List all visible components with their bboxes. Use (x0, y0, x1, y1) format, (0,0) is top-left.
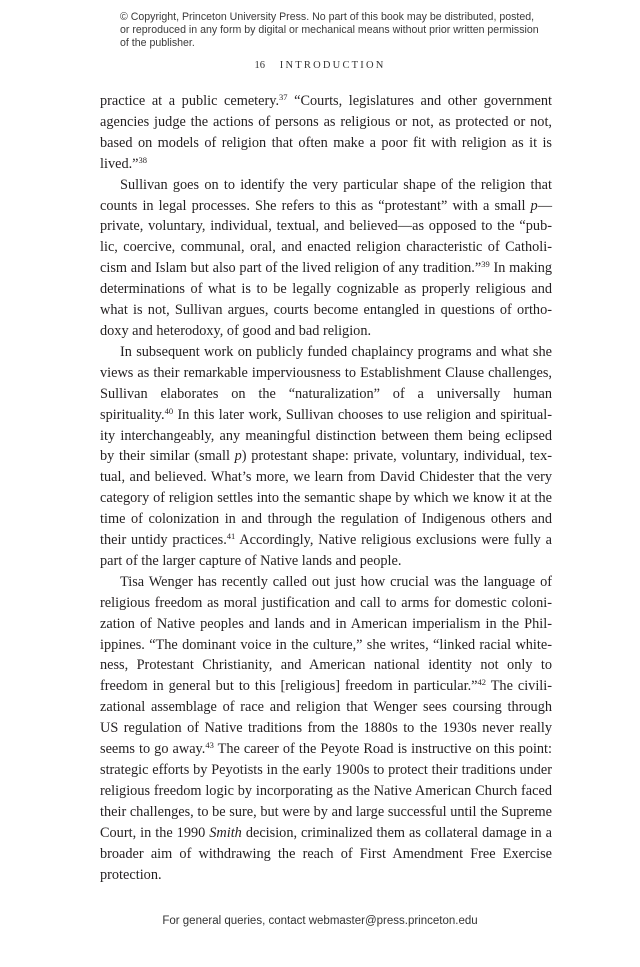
italic-text: p (234, 448, 242, 465)
footnote-ref: 39 (481, 259, 490, 270)
footnote-ref: 37 (279, 92, 288, 102)
italic-text: Smith (209, 824, 242, 841)
paragraph-2: Sullivan goes on to identify the very particular shape of the religion that counts in legal processes. She refers to this as “protestant” with a small p— private, voluntary, individual, textual, and believed—as opposed to the “public, coercive, communal, oral, and enacted religion characteristic of Catholicism and Islam but also part of the lived religion of any tradition.”$^{39}$ In making determinations of what is to be legally cognizable as properly religious and what is not, Sullivan argues, courts become entangled in questions of orthodoxy and heterodoxy, of good and bad religion. (100, 176, 552, 339)
footnote-ref: 38 (138, 154, 148, 165)
chapter-title: INTRODUCTION (279, 60, 386, 71)
italic-text: p (530, 197, 538, 214)
paragraph-1: practice at a public cemetery.$^{37}$ “Courts, legislatures and other government agencies judge the actions of persons as religious or not, as protected or not, based on models of religion that often make a poor fit with religion as it is lived.”$^{38}$ (100, 92, 552, 172)
running-head (0, 60, 640, 71)
body-text (100, 91, 552, 885)
paragraph-4: Tisa Wenger has recently called out just how crucial was the language of religious freedom as moral justification and call to arms for domestic colonization of Native peoples and lands and in American imperialism in the Philippines. “The dominant voice in the culture,” she writes, “linked racial whiteness, Protestant Christianity, and American national identity not only to freedom in general but to this [religious] freedom in particular.”$^{42}$ The civilizational assemblage of race and religion that Wenger sees coursing through US regulation of Native traditions from the 1880s to the 1930s never really seems to go away.$^{43}$ The career of the Peyote Road is instructive on this point: strategic efforts by Peyotists in the early 1900s to protect their traditions under religious freedom logic by incorporating as the Native American Church faced their challenges, to be sure, but were by and large successful until the Supreme Court, in the 1990 Smith decision, criminalized them as collateral damage in a broader aim of withdrawing the reach of First Amendment Free Exercise protection. (100, 573, 553, 883)
footnote-ref: 41 (226, 531, 236, 542)
paragraph-3: In subsequent work on publicly funded chaplaincy programs and what she views as their remarkable imperviousness to Establishment Clause challenges, Sullivan elaborates on the “naturalization” of a universally human spirituality.$^{40}$ In this later work, Sullivan chooses to use religion and spirituality interchangeably, any meaningful distinction between them being eclipsed by their similar (small p) protestant shape: private, voluntary, individual, textual, and believed. What’s more, we learn from David Chidester that the very category of religion settles into the semantic shape by which we know it at the time of colonization in and through the regulation of Indigenous others and their untidy practices.$^{41}$ Accordingly, Native religious exclusions were fully a part of the larger capture of Native lands and people. (100, 343, 552, 569)
footnote-ref: 43 (205, 740, 214, 751)
footnote-ref: 42 (477, 677, 487, 688)
footer-contact: For general queries, contact webmaster@press.princeton.edu (162, 915, 478, 927)
footnote-ref: 40 (164, 405, 174, 416)
page-number: 16 (254, 60, 265, 71)
copyright-notice: © Copyright, Princeton University Press. No part of this book may be distributed, posted, or reproduced in any form by digital or mechanical means without prior written permission of the publisher. (120, 11, 539, 49)
